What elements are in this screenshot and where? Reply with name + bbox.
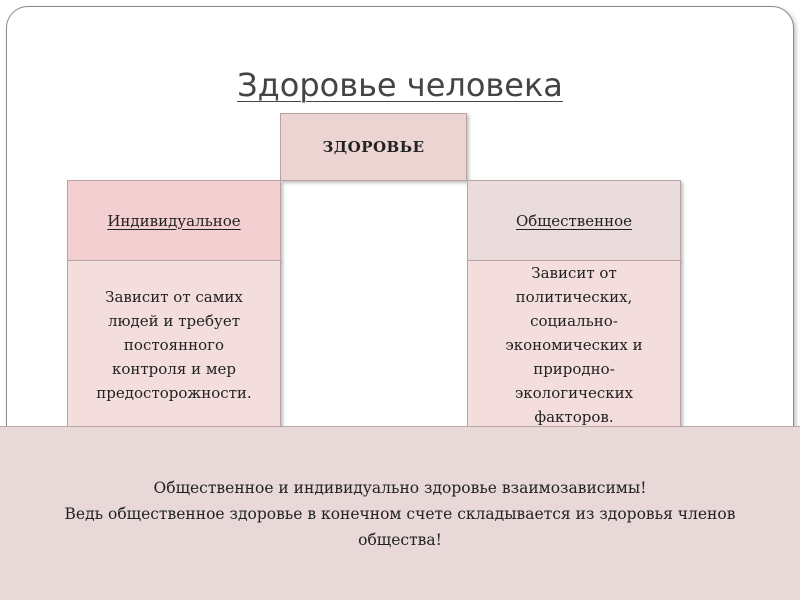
public-desc-line: Зависит от xyxy=(531,264,617,282)
slide-title: Здоровье человека xyxy=(237,66,563,104)
conclusion-line-3: общества! xyxy=(358,530,442,549)
individual-desc-line: людей и требует xyxy=(107,312,241,330)
individual-desc-line: постоянного xyxy=(123,336,225,354)
public-desc-line: факторов. xyxy=(534,408,614,426)
individual-desc-line: контроля и мер xyxy=(111,360,236,378)
public-desc-line: природно- xyxy=(533,360,615,378)
conclusion-box xyxy=(0,426,800,600)
individual-description-box xyxy=(67,260,281,430)
public-description-box xyxy=(467,260,681,430)
conclusion-text xyxy=(65,475,736,553)
public-desc-line: экономических и xyxy=(505,336,643,354)
conclusion-line-1: Общественное и индивидуально здоровье взаимозависимы! xyxy=(153,478,647,497)
public-desc-line: социально- xyxy=(530,312,618,330)
conclusion-line-2: Ведь общественное здоровье в конечном счете складывается из здоровья членов xyxy=(64,504,736,523)
public-header-box xyxy=(467,180,681,261)
public-desc-line: политических, xyxy=(515,288,633,306)
public-header-label: Общественное xyxy=(515,211,633,230)
public-desc-line: экологических xyxy=(514,384,634,402)
individual-desc-line: Зависит от самих xyxy=(105,288,243,306)
individual-header-label: Индивидуальное xyxy=(107,211,241,230)
health-root-label: ЗДОРОВЬЕ xyxy=(322,138,425,156)
public-description-text xyxy=(505,261,642,429)
health-root-box xyxy=(280,113,467,181)
individual-description-text xyxy=(96,285,251,405)
individual-desc-line: предосторожности. xyxy=(96,384,252,402)
individual-header-box xyxy=(67,180,281,261)
